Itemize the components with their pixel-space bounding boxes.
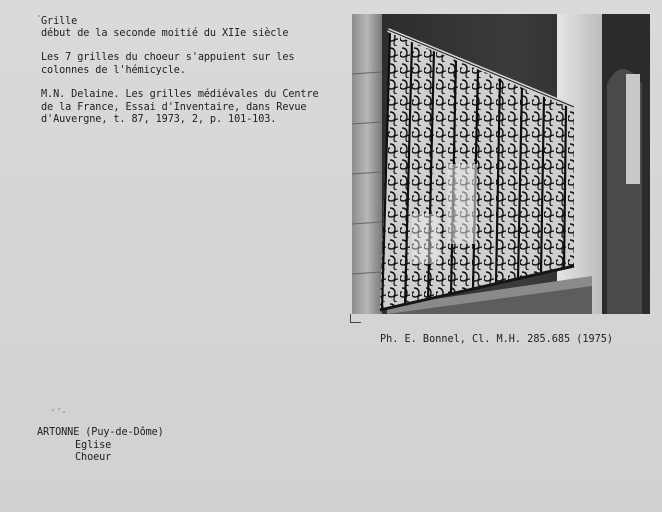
location-part: Choeur	[75, 452, 112, 463]
photo-credit: Ph. E. Bonnel, Cl. M.H. 285.685 (1975)	[380, 334, 614, 345]
choir-grille-photo	[352, 14, 650, 314]
location-commune: ARTONNE (Puy-de-Dôme)	[37, 427, 164, 438]
reference-line-3: d'Auvergne, t. 87, 1973, 2, p. 101-103.	[41, 114, 277, 125]
paper-speck	[63, 411, 65, 413]
object-type: Grille	[41, 16, 78, 27]
reference-line-1: M.N. Delaine. Les grilles médiévales du Centre	[41, 89, 319, 100]
paper-speck	[58, 408, 60, 410]
description-line-2: colonnes de l'hémicycle.	[41, 65, 186, 76]
paper-speck	[38, 15, 40, 17]
paper-speck	[52, 409, 54, 411]
location-building: Eglise	[75, 440, 112, 451]
photo-illustration	[352, 14, 650, 314]
reference-line-2: de la France, Essai d'Inventaire, dans Revue	[41, 102, 307, 113]
photo-corner-mark	[350, 314, 361, 323]
dating: début de la seconde moitié du XIIe siècle	[41, 28, 289, 39]
description-line-1: Les 7 grilles du choeur s'appuient sur les	[41, 52, 295, 63]
